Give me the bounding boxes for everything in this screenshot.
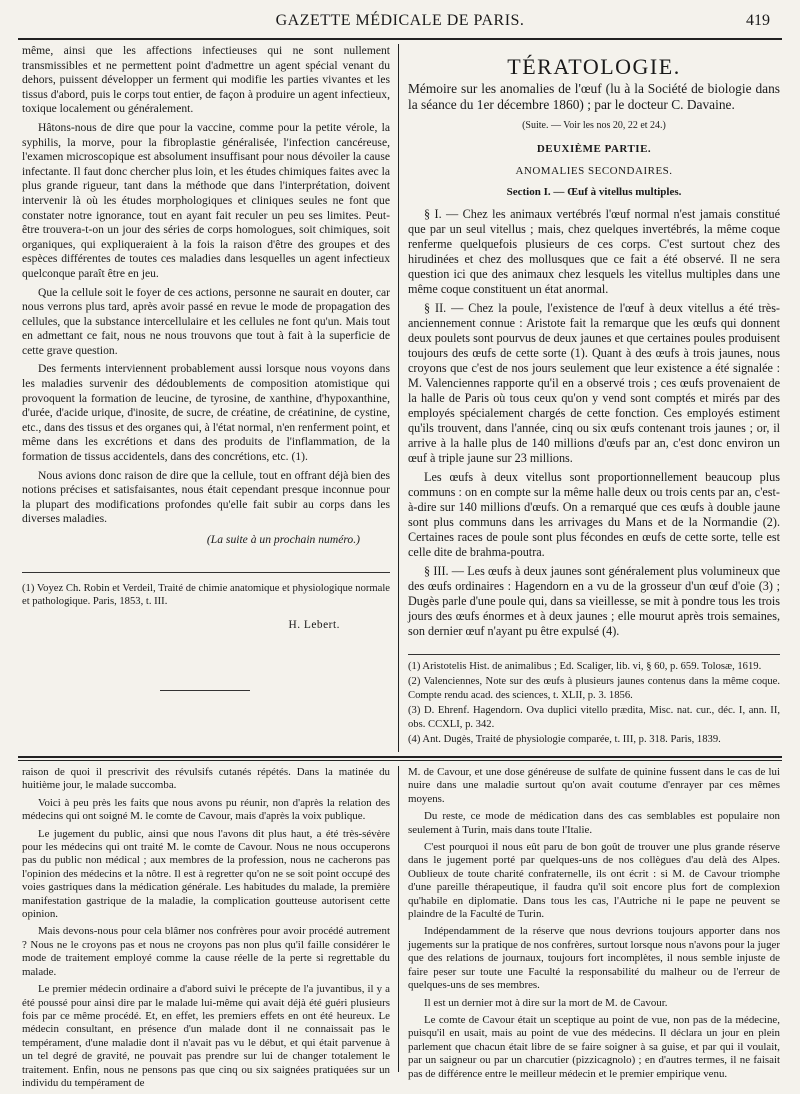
paragraph: Il est un dernier mot à dire sur la mort de M. de Cavour. [424, 996, 668, 1009]
footnote: (4) Ant. Dugès, Traité de physiologie comparée, t. III, p. 318. Paris, 1839. [408, 734, 721, 746]
column-divider-bottom [398, 766, 399, 1072]
paragraph: Du reste, ce mode de médication dans des cas semblables est populaire non seulement à Turin, mais dans toute l'Italie. [408, 810, 780, 836]
paragraph: Le jugement du public, ainsi que nous l'avons dit plus haut, a été très-sévère pour les médecins qui ont traité M. le comte de Cavour. Nous ne nous occuperons pas du public non médical ; aux membres de la profession, nous ne cacherons pas l'opinion des médecins et la nôtre. Il est à regretter qu'on ne se soit point occupé des voies gastriques dans la médication générale. Les habitudes du malade, la première manifestation gastrique de la maladie, la complication goutteuse autorisent cette opinion. [22, 827, 390, 921]
paragraph: Indépendamment de la réserve que nous devrions toujours apporter dans nos jugements sur la pratique de nos confrères, surtout lorsque nous n'avons pour la juger que des relations de journaux, toujours fort incomplètes, il nous semble injuste de faire peser sur toute une Faculté la responsabilité du malheur ou de l'erreur de quelques-uns de ses membres. [408, 925, 780, 992]
bottom-left-column [22, 766, 390, 1094]
page-header [0, 10, 800, 34]
section-heading: Section I. — Œuf à vitellus multiples. [506, 185, 682, 198]
section-title: TÉRATOLOGIE. [507, 54, 681, 79]
column-divider-top [398, 44, 399, 752]
journal-title: GAZETTE MÉDICALE DE PARIS. [275, 12, 525, 29]
footnote: (1) Aristotelis Hist. de animalibus ; Ed. Scaliger, lib. vi, § 60, p. 659. Tolosæ, 1619. [408, 661, 762, 672]
paragraph: M. de Cavour, et une dose généreuse de sulfate de quinine fussent dans le cas de lui nuire dans une maladie surtout qu'on avait coutume d'enrayer par ces mêmes moyens. [408, 766, 780, 805]
feuilleton-rule [18, 756, 782, 758]
paragraph: Voici à peu près les faits que nous avons pu réunir, non d'après la relation des médecins qui ont soigné M. le comte de Cavour, mais d'après la voix publique. [22, 796, 390, 823]
bottom-right-column [408, 766, 780, 1085]
footnote: (3) D. Ehrenf. Hagendorn. Ova duplici vitello prædita, Misc. nat. cur., déc. I, ann. II, obs. CCXLI, p. 342. [408, 705, 780, 730]
footnote-rule [22, 572, 390, 573]
part-heading: DEUXIÈME PARTIE. [536, 142, 652, 155]
feuilleton-rule-2 [18, 760, 782, 761]
paragraph: même, ainsi que les affections infectieuses qui ne sont nullement transmissibles et ne permettent point d'admettre un agent spécial venant du dehors, puissent développer un ferment qui modifie les parties vivantes et les tissus d'abord, puis le corps tout entier, de façon à produire un agent infectieux, toxique localement ou généralement. [22, 44, 390, 116]
left-column-top [22, 44, 390, 552]
paragraph: Que la cellule soit le foyer de ces actions, personne ne saurait en douter, car nous verrons plus tard, après avoir passé en revue le mode de propagation des cellules, que la substance intercellulaire et les cellules ne font qu'un. Mais tout en admettant ce fait, nous ne nous trouvons que tout à fait à la superficie de cette grave question. [22, 285, 390, 357]
paragraph: Le premier médecin ordinaire a d'abord suivi le précepte de l'a juvantibus, il y a été poussé pour ainsi dire par le malade lui-même qui avait déjà été guéri plusieurs fois par ce même procédé. Et, en effet, les premiers effets en ont été heureux. Le médecin consultant, en présence d'un malade dont il ne connaissait pas le tempérament, d'une maladie dont il n'avait pas vu le début, et qui était parvenue à un tel degré de gravité, ne pouvait pas prendre sur lui de changer totalement le traitement. Enfin, nous ne pensons pas que cinq ou six saignées pratiquées sur un individu du tempérament de [22, 983, 390, 1089]
memoir-heading: Mémoire sur les anomalies de l'œuf (lu à la Société de biologie dans la séance du 1er décembre 1860) ; par le docteur C. Davaine. [408, 80, 780, 112]
paragraph: C'est pourquoi il nous eût paru de bon goût de trouver une plus grande réserve dans le jugement porté par quelques-uns de nos collègues d'au delà des Alpes. Oublieux de toute charité confraternelle, ils ont écrit : si M. de Cavour triomphe d'une pareille thérapeutique, il faudra qu'il soit encore plus fort de complexion qu'habile en diplomatie. Dans tous les cas, l'Autriche ni le pape ne peuvent se plaindre de la Faculté de Turin. [408, 841, 780, 921]
paragraph: Hâtons-nous de dire que pour la vaccine, comme pour la petite vérole, la syphilis, la morve, pour la fibroplastie généralisée, l'infection cancéreuse, l'examen microscopique est absolument insuffisant pour nous dévoiler la cause infectante. Il faut donc chercher plus loin, et les études chimiques faites avec la plus grande rigueur, tant dans la méthode que dans l'interprétation, doivent intervenir là où les études morphologiques et cliniques seules ne font que constater notre ignorance, tout en ayant fait reculer un peu ses limites. Peut-être trouvera-t-on un jour des séries de corps homologues, soit chimiques, soit organiques, qui expliqueraient à la fois la raison d'être des groupes et des espèces différentes de toutes ces maladies dans lesquelles un agent infectieux quelconque paraît être en jeu. [22, 120, 390, 280]
continued-note: (La suite à un prochain numéro.) [206, 533, 360, 546]
paragraph: § I. — Chez les animaux vertébrés l'œuf normal n'est jamais constitué que par un seul vitellus ; mais, chez quelques invertébrés, la même coque renferme quelquefois plusieurs de ces corps. C'est surtout chez des hirudinées et chez des mollusques que ce fait a été observé. Il ne sera question ici que des animaux chez lesquels les vitellus multiples dans une même coque constituent un état anormal. [408, 207, 780, 297]
page-number: 419 [746, 12, 770, 29]
end-rule [160, 690, 250, 691]
footnote: (1) Voyez Ch. Robin et Verdeil, Traité de chimie anatomique et physiologique normale et pathologique. Paris, 1853, t. III. [22, 583, 390, 608]
paragraph: Le comte de Cavour était un sceptique au point de vue, non pas de la médecine, puisqu'il en usait, mais au point de vue des médecins. Il déclara un jour en plein parlement que chacun était libre de se faire soigner à sa guise, et par qui il voulait, par un saigneur ou par un charcutier (pizzicagnolo) ; en d'autres termes, il ne faisait pas de différence entre le meilleur médecin et le premier empirique venu. [408, 1013, 780, 1080]
paragraph: Nous avions donc raison de dire que la cellule, tout en offrant déjà bien des notions précises et satisfaisantes, nous était cependant presque inconnue pour la plupart des modifications profondes qu'elle fait subir au corps dans les diverses maladies. [22, 468, 390, 526]
subtitle: ANOMALIES SECONDAIRES. [515, 165, 673, 178]
header-rule [18, 38, 782, 40]
paragraph: Des ferments interviennent probablement aussi lorsque nous voyons dans les maladies survenir des dédoublements de composition atomistique qui provoquent la formation de leucine, de tyrosine, de xanthine, d'hypoxanthine, d'urée, d'acide urique, d'inosite, de sucre, de créatine, de créatinine, de cystine, etc., dans des tissus et des organes qui, à l'état normal, n'en renferment point, et même dans les excrétions et dans des produits de l'inflammation, de la formation de tissus accidentels, dans des concrétions, etc. (1). [22, 362, 390, 464]
paragraph: § II. — Chez la poule, l'existence de l'œuf à deux vitellus a été très-anciennement connue : Aristote fait la remarque que les œufs qui donnent deux poulets sont pourvus de deux jaunes et que certaines poules produisent toujours des œufs de cette sorte (1). Quant à des œufs à trois jaunes, nous croyons que c'est de nos jours seulement que leur existence a été signalée : M. Valenciennes rapporte qu'il en a observé trois ; ces œufs provenaient de la halle de Paris où tous ceux qu'on y vend sont comptés et mirés par des employés spécialement chargés de cette fonction. Ces employés estiment qu'ils trouvent, dans l'année, cinq ou six œufs contenant trois jaunes ; or, il arrive à la halle plus de 140 millions d'œufs par an, c'est donc environ un œuf à triple jaune sur 23 millions. [408, 301, 780, 466]
suite-note: (Suite. — Voir les nos 20, 22 et 24.) [522, 120, 666, 131]
footnote: (2) Valenciennes, Note sur des œufs à plusieurs jaunes contenus dans la même coque. Compte rendu acad. des sciences, t. XLII, p. 3. 1856. [408, 676, 780, 701]
author-signature: H. Lebert. [288, 618, 340, 631]
paragraph: Mais devons-nous pour cela blâmer nos confrères pour avoir procédé autrement ? Nous ne le croyons pas et nous ne croyons pas non plus qu'il faille considérer le mode de traitement employé comme la cause réelle de la perte si regrettable du malade. [22, 925, 390, 978]
paragraph: raison de quoi il prescrivit des révulsifs cutanés répétés. Dans la matinée du huitième jour, le malade succomba. [22, 766, 390, 792]
right-column-top [408, 56, 780, 643]
paragraph: Les œufs à deux vitellus sont proportionnellement beaucoup plus communs : on en compte sur la même halle deux ou trois cents par an, c'est-à-dire sur 140 millions d'œufs. On a remarqué que ces œufs à double jaune sont plus communs dans les arrivages du Mans et de la Normandie (2). Certaines races de poule sont plus fécondes en œufs de cette sorte, telle est celle dite de brahma-poutra. [408, 470, 780, 560]
left-footnotes [22, 582, 390, 632]
right-footnotes [408, 660, 780, 748]
right-footnote-rule [408, 654, 780, 655]
paragraph: § III. — Les œufs à deux jaunes sont généralement plus volumineux que des œufs ordinaires : Hagendorn en a vu de la grosseur d'un œuf d'oie (3) ; Dugès parle d'une poule qui, dans sa vieillesse, se mit à pondre tous les trois jours des œufs énormes et à deux jaunes ; elle mourut après trois semaines, son dernier œuf n'ayant pu être expulsé (4). [408, 564, 780, 639]
